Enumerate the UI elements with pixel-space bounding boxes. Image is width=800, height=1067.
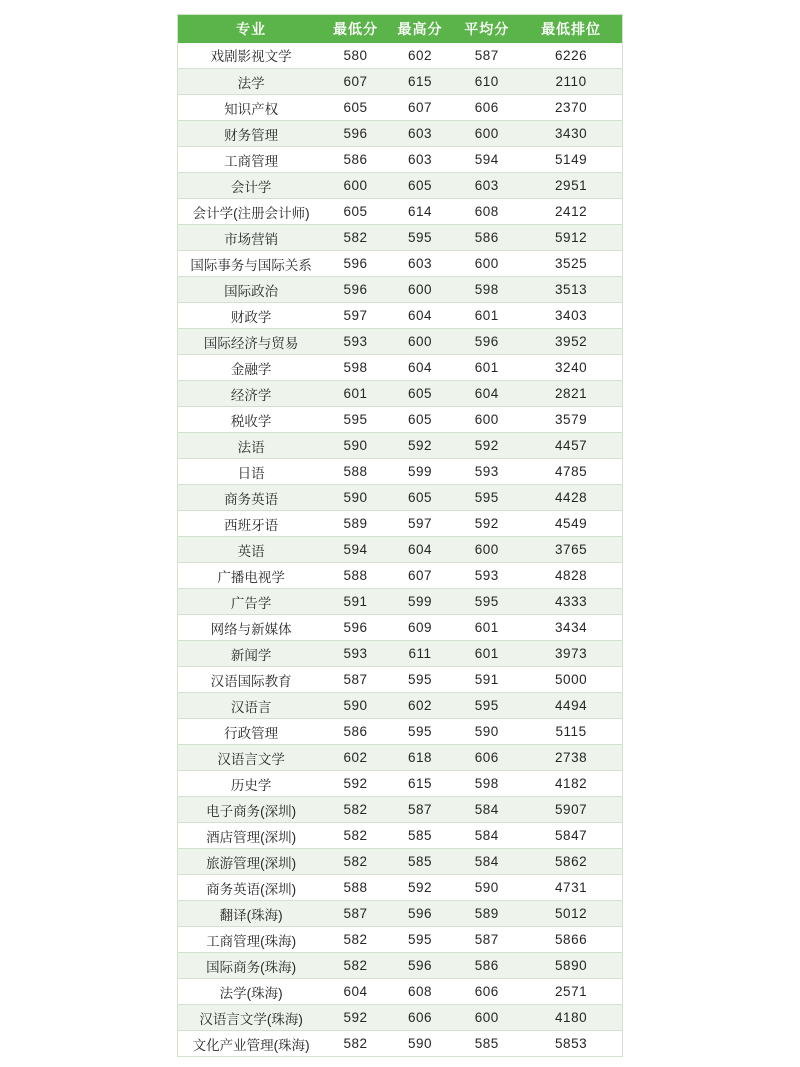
cell-min-score: 602 <box>324 745 386 771</box>
cell-major: 广告学 <box>178 589 325 615</box>
cell-max-score: 606 <box>387 1005 454 1031</box>
cell-max-score: 585 <box>387 849 454 875</box>
cell-avg-score: 596 <box>453 329 520 355</box>
cell-max-score: 599 <box>387 459 454 485</box>
cell-min-rank: 4731 <box>520 875 622 901</box>
cell-major: 商务英语(深圳) <box>178 875 325 901</box>
table-row <box>178 979 623 1005</box>
cell-major: 汉语言文学 <box>178 745 325 771</box>
cell-major: 财务管理 <box>178 121 325 147</box>
cell-max-score: 603 <box>387 121 454 147</box>
cell-major: 网络与新媒体 <box>178 615 325 641</box>
cell-major: 国际政治 <box>178 277 325 303</box>
cell-min-rank: 2370 <box>520 95 622 121</box>
cell-min-score: 591 <box>324 589 386 615</box>
cell-min-rank: 4549 <box>520 511 622 537</box>
col-header-min-rank: 最低排位 <box>520 15 622 43</box>
cell-major: 市场营销 <box>178 225 325 251</box>
cell-major: 新闻学 <box>178 641 325 667</box>
cell-max-score: 604 <box>387 537 454 563</box>
cell-min-score: 598 <box>324 355 386 381</box>
table-row <box>178 771 623 797</box>
cell-major: 旅游管理(深圳) <box>178 849 325 875</box>
cell-min-rank: 2738 <box>520 745 622 771</box>
cell-max-score: 595 <box>387 719 454 745</box>
cell-min-rank: 4494 <box>520 693 622 719</box>
cell-major: 西班牙语 <box>178 511 325 537</box>
cell-avg-score: 601 <box>453 355 520 381</box>
cell-major: 戏剧影视文学 <box>178 43 325 69</box>
cell-avg-score: 587 <box>453 927 520 953</box>
cell-max-score: 608 <box>387 979 454 1005</box>
cell-min-score: 607 <box>324 69 386 95</box>
cell-min-rank: 3403 <box>520 303 622 329</box>
cell-min-score: 586 <box>324 147 386 173</box>
cell-min-score: 605 <box>324 199 386 225</box>
cell-avg-score: 593 <box>453 563 520 589</box>
table-row <box>178 719 623 745</box>
cell-min-score: 582 <box>324 1031 386 1057</box>
cell-max-score: 595 <box>387 927 454 953</box>
cell-min-rank: 5853 <box>520 1031 622 1057</box>
table-row <box>178 953 623 979</box>
cell-avg-score: 586 <box>453 953 520 979</box>
table-row <box>178 433 623 459</box>
cell-min-rank: 2951 <box>520 173 622 199</box>
cell-avg-score: 585 <box>453 1031 520 1057</box>
cell-avg-score: 598 <box>453 771 520 797</box>
table-row <box>178 589 623 615</box>
col-header-min-score: 最低分 <box>324 15 386 43</box>
table-row <box>178 459 623 485</box>
cell-avg-score: 584 <box>453 797 520 823</box>
col-header-major: 专业 <box>178 15 325 43</box>
cell-avg-score: 601 <box>453 615 520 641</box>
cell-max-score: 605 <box>387 407 454 433</box>
cell-min-rank: 2412 <box>520 199 622 225</box>
table-row <box>178 407 623 433</box>
cell-min-rank: 5012 <box>520 901 622 927</box>
cell-major: 翻译(珠海) <box>178 901 325 927</box>
cell-major: 广播电视学 <box>178 563 325 589</box>
cell-min-score: 604 <box>324 979 386 1005</box>
cell-min-score: 592 <box>324 771 386 797</box>
cell-major: 商务英语 <box>178 485 325 511</box>
cell-max-score: 605 <box>387 485 454 511</box>
cell-major: 工商管理(珠海) <box>178 927 325 953</box>
cell-min-score: 587 <box>324 901 386 927</box>
cell-avg-score: 601 <box>453 303 520 329</box>
cell-major: 财政学 <box>178 303 325 329</box>
cell-min-rank: 2571 <box>520 979 622 1005</box>
cell-min-rank: 3765 <box>520 537 622 563</box>
table-row <box>178 69 623 95</box>
cell-min-score: 582 <box>324 953 386 979</box>
cell-min-score: 590 <box>324 485 386 511</box>
table-row <box>178 875 623 901</box>
cell-max-score: 585 <box>387 823 454 849</box>
cell-avg-score: 603 <box>453 173 520 199</box>
cell-major: 汉语国际教育 <box>178 667 325 693</box>
cell-max-score: 596 <box>387 901 454 927</box>
cell-major: 工商管理 <box>178 147 325 173</box>
cell-max-score: 605 <box>387 381 454 407</box>
cell-major: 酒店管理(深圳) <box>178 823 325 849</box>
cell-avg-score: 595 <box>453 485 520 511</box>
cell-max-score: 618 <box>387 745 454 771</box>
cell-min-rank: 5890 <box>520 953 622 979</box>
cell-max-score: 592 <box>387 875 454 901</box>
cell-avg-score: 601 <box>453 641 520 667</box>
cell-max-score: 592 <box>387 433 454 459</box>
cell-min-score: 593 <box>324 641 386 667</box>
cell-major: 行政管理 <box>178 719 325 745</box>
table-row <box>178 121 623 147</box>
cell-max-score: 602 <box>387 43 454 69</box>
cell-major: 国际经济与贸易 <box>178 329 325 355</box>
table-row <box>178 251 623 277</box>
cell-avg-score: 600 <box>453 251 520 277</box>
cell-avg-score: 598 <box>453 277 520 303</box>
table-row <box>178 277 623 303</box>
table-row <box>178 303 623 329</box>
cell-avg-score: 593 <box>453 459 520 485</box>
col-header-max-score: 最高分 <box>387 15 454 43</box>
cell-major: 会计学(注册会计师) <box>178 199 325 225</box>
cell-min-rank: 5847 <box>520 823 622 849</box>
cell-max-score: 607 <box>387 95 454 121</box>
cell-major: 英语 <box>178 537 325 563</box>
cell-major: 国际事务与国际关系 <box>178 251 325 277</box>
cell-avg-score: 594 <box>453 147 520 173</box>
cell-avg-score: 600 <box>453 537 520 563</box>
cell-min-rank: 3513 <box>520 277 622 303</box>
cell-min-rank: 4333 <box>520 589 622 615</box>
cell-max-score: 604 <box>387 303 454 329</box>
cell-min-score: 596 <box>324 251 386 277</box>
cell-min-rank: 4428 <box>520 485 622 511</box>
cell-avg-score: 587 <box>453 43 520 69</box>
table-row <box>178 537 623 563</box>
cell-min-score: 588 <box>324 563 386 589</box>
cell-min-score: 594 <box>324 537 386 563</box>
cell-major: 税收学 <box>178 407 325 433</box>
cell-avg-score: 584 <box>453 823 520 849</box>
cell-avg-score: 590 <box>453 719 520 745</box>
table-row <box>178 797 623 823</box>
cell-min-score: 596 <box>324 615 386 641</box>
cell-max-score: 590 <box>387 1031 454 1057</box>
table-row <box>178 849 623 875</box>
cell-min-score: 588 <box>324 875 386 901</box>
cell-min-score: 582 <box>324 823 386 849</box>
table-body <box>178 43 623 1057</box>
table-row <box>178 485 623 511</box>
cell-avg-score: 595 <box>453 589 520 615</box>
cell-avg-score: 600 <box>453 121 520 147</box>
cell-min-rank: 6226 <box>520 43 622 69</box>
cell-max-score: 600 <box>387 329 454 355</box>
cell-max-score: 602 <box>387 693 454 719</box>
table-row <box>178 355 623 381</box>
table-row <box>178 1005 623 1031</box>
cell-avg-score: 591 <box>453 667 520 693</box>
table-row <box>178 381 623 407</box>
cell-avg-score: 606 <box>453 979 520 1005</box>
cell-min-rank: 5912 <box>520 225 622 251</box>
cell-max-score: 604 <box>387 355 454 381</box>
cell-max-score: 611 <box>387 641 454 667</box>
cell-major: 法学 <box>178 69 325 95</box>
cell-major: 会计学 <box>178 173 325 199</box>
table-row <box>178 1031 623 1057</box>
cell-min-score: 586 <box>324 719 386 745</box>
cell-min-rank: 3240 <box>520 355 622 381</box>
cell-min-score: 587 <box>324 667 386 693</box>
cell-major: 汉语言文学(珠海) <box>178 1005 325 1031</box>
cell-max-score: 600 <box>387 277 454 303</box>
cell-min-score: 590 <box>324 693 386 719</box>
cell-major: 国际商务(珠海) <box>178 953 325 979</box>
cell-min-rank: 3434 <box>520 615 622 641</box>
cell-min-rank: 4785 <box>520 459 622 485</box>
cell-avg-score: 606 <box>453 745 520 771</box>
cell-min-rank: 3525 <box>520 251 622 277</box>
table-row <box>178 823 623 849</box>
cell-max-score: 603 <box>387 251 454 277</box>
cell-min-score: 590 <box>324 433 386 459</box>
cell-min-score: 582 <box>324 927 386 953</box>
cell-min-rank: 4828 <box>520 563 622 589</box>
cell-max-score: 603 <box>387 147 454 173</box>
cell-min-score: 596 <box>324 121 386 147</box>
table-row <box>178 563 623 589</box>
table-row <box>178 43 623 69</box>
table-row <box>178 511 623 537</box>
cell-avg-score: 586 <box>453 225 520 251</box>
cell-min-rank: 2110 <box>520 69 622 95</box>
cell-min-score: 595 <box>324 407 386 433</box>
cell-min-rank: 4180 <box>520 1005 622 1031</box>
cell-min-rank: 3952 <box>520 329 622 355</box>
cell-min-rank: 4457 <box>520 433 622 459</box>
cell-avg-score: 610 <box>453 69 520 95</box>
cell-max-score: 595 <box>387 225 454 251</box>
cell-avg-score: 604 <box>453 381 520 407</box>
cell-min-rank: 5000 <box>520 667 622 693</box>
cell-major: 日语 <box>178 459 325 485</box>
cell-avg-score: 592 <box>453 433 520 459</box>
header-row <box>178 15 623 43</box>
cell-min-score: 589 <box>324 511 386 537</box>
admission-score-table <box>177 14 623 1057</box>
cell-avg-score: 595 <box>453 693 520 719</box>
table-header <box>178 15 623 43</box>
cell-min-rank: 5866 <box>520 927 622 953</box>
cell-avg-score: 589 <box>453 901 520 927</box>
cell-min-score: 597 <box>324 303 386 329</box>
cell-max-score: 607 <box>387 563 454 589</box>
cell-min-rank: 5149 <box>520 147 622 173</box>
table-row <box>178 615 623 641</box>
cell-max-score: 587 <box>387 797 454 823</box>
cell-major: 知识产权 <box>178 95 325 121</box>
cell-min-score: 592 <box>324 1005 386 1031</box>
cell-avg-score: 600 <box>453 1005 520 1031</box>
cell-max-score: 609 <box>387 615 454 641</box>
cell-major: 历史学 <box>178 771 325 797</box>
cell-major: 汉语言 <box>178 693 325 719</box>
table-row <box>178 147 623 173</box>
cell-min-rank: 5907 <box>520 797 622 823</box>
cell-min-score: 601 <box>324 381 386 407</box>
cell-major: 文化产业管理(珠海) <box>178 1031 325 1057</box>
cell-avg-score: 590 <box>453 875 520 901</box>
cell-min-score: 580 <box>324 43 386 69</box>
cell-avg-score: 606 <box>453 95 520 121</box>
cell-min-score: 582 <box>324 797 386 823</box>
cell-min-score: 582 <box>324 225 386 251</box>
cell-major: 法语 <box>178 433 325 459</box>
cell-min-rank: 4182 <box>520 771 622 797</box>
cell-min-rank: 3973 <box>520 641 622 667</box>
cell-max-score: 595 <box>387 667 454 693</box>
cell-max-score: 597 <box>387 511 454 537</box>
cell-min-score: 600 <box>324 173 386 199</box>
cell-min-score: 596 <box>324 277 386 303</box>
cell-min-rank: 5115 <box>520 719 622 745</box>
cell-min-score: 605 <box>324 95 386 121</box>
cell-max-score: 615 <box>387 771 454 797</box>
table-row <box>178 901 623 927</box>
cell-min-score: 582 <box>324 849 386 875</box>
cell-min-rank: 3579 <box>520 407 622 433</box>
cell-min-rank: 5862 <box>520 849 622 875</box>
cell-major: 金融学 <box>178 355 325 381</box>
table-row <box>178 927 623 953</box>
cell-avg-score: 584 <box>453 849 520 875</box>
table-row <box>178 329 623 355</box>
table-row <box>178 693 623 719</box>
table-row <box>178 641 623 667</box>
cell-major: 电子商务(深圳) <box>178 797 325 823</box>
table-row <box>178 173 623 199</box>
table-row <box>178 667 623 693</box>
cell-max-score: 599 <box>387 589 454 615</box>
cell-max-score: 596 <box>387 953 454 979</box>
cell-min-score: 593 <box>324 329 386 355</box>
table-row <box>178 745 623 771</box>
table-row <box>178 95 623 121</box>
cell-major: 法学(珠海) <box>178 979 325 1005</box>
cell-max-score: 614 <box>387 199 454 225</box>
cell-min-score: 588 <box>324 459 386 485</box>
cell-major: 经济学 <box>178 381 325 407</box>
table-row <box>178 225 623 251</box>
table-row <box>178 199 623 225</box>
col-header-avg-score: 平均分 <box>453 15 520 43</box>
cell-avg-score: 608 <box>453 199 520 225</box>
cell-max-score: 605 <box>387 173 454 199</box>
cell-min-rank: 3430 <box>520 121 622 147</box>
cell-min-rank: 2821 <box>520 381 622 407</box>
cell-avg-score: 600 <box>453 407 520 433</box>
cell-max-score: 615 <box>387 69 454 95</box>
cell-avg-score: 592 <box>453 511 520 537</box>
